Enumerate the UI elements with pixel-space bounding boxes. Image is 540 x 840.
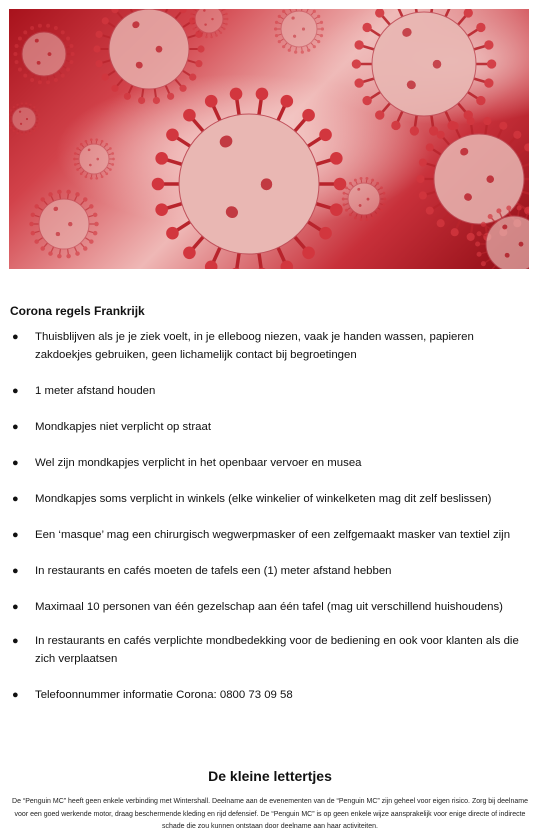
bullet-icon: ● bbox=[12, 689, 19, 701]
virus-particle bbox=[93, 9, 204, 104]
rule-text: Mondkapjes soms verplicht in winkels (elke winkelier of winkelketen mag dit zelf beslissen) bbox=[35, 493, 492, 505]
virus-particle bbox=[342, 177, 386, 221]
bullet-icon: ● bbox=[12, 635, 19, 647]
rule-text: Telefoonnummer informatie Corona: 0800 73 09 58 bbox=[35, 689, 293, 701]
bullet-icon: ● bbox=[12, 385, 19, 397]
virus-particle bbox=[274, 9, 324, 54]
rule-text: In restaurants en cafés verplichte mondbedekking voor de bediening en ook voor klanten als die zich verplaatsen bbox=[35, 635, 519, 665]
virus-particle bbox=[152, 88, 347, 269]
bullet-icon: ● bbox=[12, 601, 19, 613]
virus-particle bbox=[73, 138, 115, 179]
rule-text: Een ‘masque’ mag een chirurgisch wegwerpmasker of een zelfgemaakt masker van textiel zijn bbox=[35, 529, 511, 541]
page-title: Corona regels Frankrijk bbox=[10, 304, 145, 318]
rule-text: Mondkapjes niet verplicht op straat bbox=[35, 421, 212, 433]
rule-text: In restaurants en cafés moeten de tafels een (1) meter afstand hebben bbox=[35, 565, 392, 577]
rule-text: Wel zijn mondkapjes verplicht in het openbaar vervoer en musea bbox=[35, 457, 362, 469]
bullet-icon: ● bbox=[12, 421, 19, 433]
fine-print-title: De kleine lettertjes bbox=[208, 768, 332, 784]
bullet-icon: ● bbox=[12, 331, 19, 343]
virus-particle bbox=[29, 190, 99, 259]
coronavirus-hero-image bbox=[9, 9, 529, 269]
virus-particle bbox=[352, 9, 497, 136]
rule-text: Maximaal 10 personen van één gezelschap aan één tafel (mag uit verschillend huishoudens) bbox=[35, 601, 503, 613]
bullet-icon: ● bbox=[12, 565, 19, 577]
virus-illustration bbox=[9, 9, 529, 269]
bullet-icon: ● bbox=[12, 529, 19, 541]
bullet-icon: ● bbox=[12, 457, 19, 469]
virus-particle bbox=[9, 102, 41, 135]
bullet-icon: ● bbox=[12, 493, 19, 505]
rule-text: Thuisblijven als je je ziek voelt, in je elleboog niezen, vaak je handen wassen, papieren zakdoekjes gebruiken, geen lichamelijk contact bij begroetingen bbox=[35, 331, 474, 361]
virus-particle bbox=[13, 24, 74, 85]
rule-text: 1 meter afstand houden bbox=[35, 385, 156, 397]
fine-print-text: De “Penguin MC” heeft geen enkele verbinding met Wintershall. Deelname aan de evenementen van de “Penguin MC” zijn geheel voor eigen risico. Zorg bij deelname voor een goed werkende motor, draag beschermende kleding en rijd defensief. De “Penguin MC” is op geen enkele wijze aansprakelijk voor enige directe of indirecte schade die zou kunnen ontstaan door deelname aan haar activiteiten. bbox=[12, 798, 528, 830]
